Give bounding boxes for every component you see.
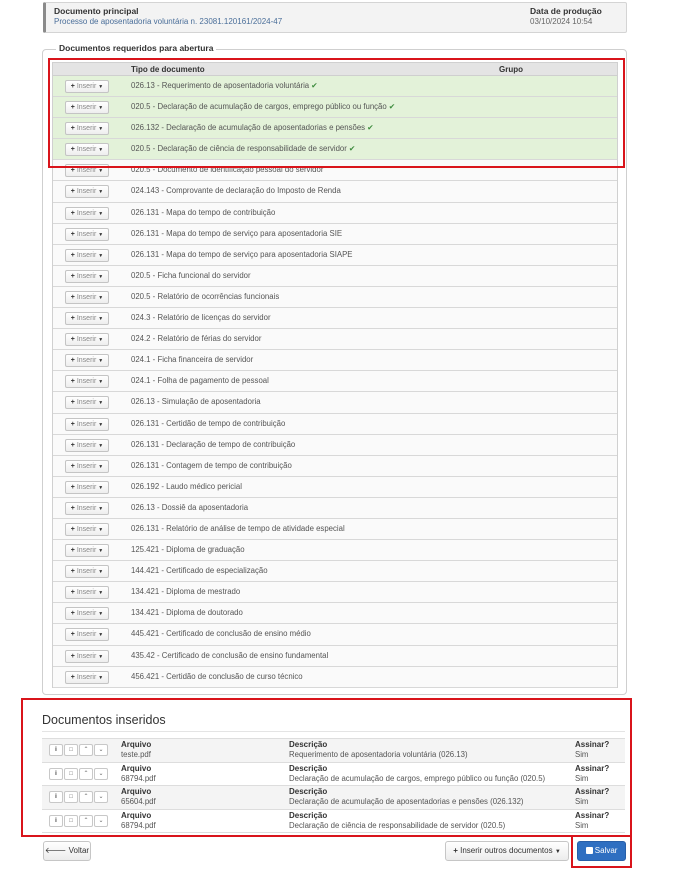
inserted-document-row <box>42 786 625 810</box>
document-type-label: 026.13 - Requerimento de aposentadoria voluntária <box>131 81 310 90</box>
insert-button-label: Inserir <box>76 167 97 175</box>
description-header: Descrição <box>289 787 328 796</box>
caret-down-icon: ▼ <box>98 379 104 386</box>
save-button-label: Salvar <box>594 846 618 855</box>
caret-down-icon: ▼ <box>98 210 104 217</box>
required-document-row <box>53 392 617 413</box>
insert-dropdown-button[interactable] <box>65 228 109 241</box>
insert-dropdown-button[interactable] <box>65 375 109 388</box>
caret-down-icon: ▼ <box>98 674 104 681</box>
document-type-label: 125.421 - Diploma de graduação <box>131 545 245 555</box>
required-document-row <box>53 582 617 603</box>
document-type-label: 445.421 - Certificado de conclusão de ensino médio <box>131 629 311 639</box>
col-group: Grupo <box>499 65 523 74</box>
insert-button-label: Inserir <box>76 441 97 449</box>
required-document-row <box>53 667 617 688</box>
document-type-label: 020.5 - Relatório de ocorrências funcionais <box>131 291 280 301</box>
insert-button-label: Inserir <box>76 568 97 576</box>
required-document-row <box>53 456 617 477</box>
move-up-icon[interactable]: ⌃ <box>79 768 93 780</box>
plus-icon: + <box>70 83 75 90</box>
file-header: Arquivo <box>121 787 152 796</box>
required-document-row <box>53 498 617 519</box>
plus-icon: + <box>70 146 75 154</box>
move-down-icon[interactable]: ⌄ <box>94 768 108 780</box>
insert-button-label: Inserir <box>76 83 97 90</box>
col-document-type: Tipo de documento <box>131 65 205 74</box>
required-document-row <box>53 308 617 329</box>
insert-button-label: Inserir <box>76 589 97 597</box>
plus-icon: + <box>70 525 75 533</box>
plus-icon: + <box>70 272 75 280</box>
required-document-row <box>53 477 617 498</box>
insert-dropdown-button[interactable] <box>65 418 109 431</box>
info-icon[interactable]: i <box>49 744 63 756</box>
sign-header: Assinar? <box>575 787 610 796</box>
plus-icon: + <box>70 167 75 175</box>
plus-icon: + <box>70 315 75 323</box>
trash-icon[interactable]: □ <box>64 791 78 803</box>
plus-icon: + <box>70 504 75 512</box>
main-document-panel <box>43 2 627 33</box>
plus-icon: + <box>70 336 75 344</box>
caret-down-icon: ▼ <box>98 442 104 449</box>
plus-icon: + <box>70 378 75 386</box>
plus-icon: + <box>70 230 75 238</box>
caret-down-icon: ▼ <box>98 653 104 660</box>
check-icon: ✔ <box>311 81 318 90</box>
document-type-label: 026.192 - Laudo médico pericial <box>131 481 242 491</box>
caret-down-icon: ▼ <box>98 294 104 301</box>
plus-icon: + <box>453 846 458 855</box>
file-header: Arquivo <box>121 810 152 820</box>
save-button[interactable] <box>577 841 626 861</box>
caret-down-icon: ▼ <box>98 421 104 428</box>
insert-dropdown-button[interactable] <box>65 291 109 304</box>
document-type-label: 144.421 - Certificado de especialização <box>131 566 268 576</box>
caret-down-icon: ▼ <box>98 168 104 175</box>
sign-header: Assinar? <box>575 810 610 820</box>
insert-button-label: Inserir <box>76 315 97 323</box>
inserted-divider <box>42 731 625 732</box>
info-icon[interactable]: i <box>49 815 63 827</box>
production-date-label: Data de produção <box>530 6 602 16</box>
info-icon[interactable]: i <box>49 791 63 803</box>
move-down-icon[interactable]: ⌄ <box>94 815 108 827</box>
document-type-label: 026.131 - Contagem de tempo de contribuição <box>131 460 292 470</box>
insert-dropdown-button[interactable] <box>65 586 109 599</box>
trash-icon[interactable]: □ <box>64 744 78 756</box>
required-documents-legend: Documentos requeridos para abertura <box>56 43 216 53</box>
inserted-document-row <box>42 739 625 763</box>
required-document-row <box>53 203 617 224</box>
required-document-row <box>53 287 617 308</box>
required-document-row <box>53 329 617 350</box>
document-type-label: 026.131 - Mapa do tempo de serviço para aposentadoria SIE <box>131 228 343 238</box>
insert-dropdown-button[interactable] <box>65 333 109 346</box>
plus-icon: + <box>70 251 75 259</box>
plus-icon: + <box>70 357 75 365</box>
sign-value: Sim <box>575 773 589 783</box>
insert-button-label: Inserir <box>76 251 97 259</box>
main-document-label: Documento principal <box>54 6 139 16</box>
required-document-row <box>53 224 617 245</box>
plus-icon: + <box>70 420 75 428</box>
sign-value: Sim <box>575 820 589 830</box>
insert-dropdown-button[interactable] <box>65 565 109 578</box>
trash-icon[interactable]: □ <box>64 815 78 827</box>
inserted-documents-title: Documentos inseridos <box>42 713 166 727</box>
description-header: Descrição <box>289 740 328 749</box>
highlight-completed-rows <box>48 58 625 168</box>
caret-down-icon: ▼ <box>98 231 104 238</box>
insert-dropdown-button[interactable] <box>65 185 109 198</box>
caret-down-icon: ▼ <box>554 849 561 855</box>
document-type-label: 020.5 - Declaração de acumulação de cargos, emprego público ou função <box>131 102 387 112</box>
caret-down-icon: ▼ <box>98 484 104 491</box>
caret-down-icon: ▼ <box>98 463 104 470</box>
check-icon: ✔ <box>348 144 356 154</box>
insert-button-label: Inserir <box>76 357 97 365</box>
arrow-left-icon: 🡐 <box>44 846 67 855</box>
insert-dropdown-button[interactable] <box>65 481 109 494</box>
caret-down-icon: ▼ <box>98 590 104 597</box>
insert-button-label: Inserir <box>76 631 97 639</box>
description-value: Requerimento de aposentadoria voluntária (026.13) <box>289 750 468 759</box>
insert-button-label: Inserir <box>76 378 97 386</box>
insert-button-label: Inserir <box>76 272 97 280</box>
insert-button-label: Inserir <box>76 336 97 344</box>
required-document-row <box>53 435 617 456</box>
insert-dropdown-button[interactable] <box>65 270 109 283</box>
caret-down-icon: ▼ <box>98 316 104 323</box>
document-type-label: 435.42 - Certificado de conclusão de ensino fundamental <box>131 650 329 660</box>
file-name: teste.pdf <box>121 750 151 759</box>
move-down-icon[interactable]: ⌄ <box>94 744 108 756</box>
inserted-document-row <box>42 763 625 787</box>
insert-button-label: Inserir <box>76 104 97 112</box>
caret-down-icon: ▼ <box>98 505 104 512</box>
info-icon[interactable]: i <box>49 768 63 780</box>
required-document-row <box>53 519 617 540</box>
trash-icon[interactable]: □ <box>64 768 78 780</box>
document-type-label: 024.3 - Relatório de licenças do servidor <box>131 313 271 323</box>
insert-button-label: Inserir <box>76 420 97 428</box>
document-type-label: 020.5 - Declaração de ciência de responsabilidade de servidor <box>131 144 347 154</box>
insert-dropdown-button[interactable] <box>65 249 109 262</box>
required-document-row <box>53 266 617 287</box>
document-type-label: 026.131 - Declaração de tempo de contribuição <box>131 439 296 449</box>
file-name: 68794.pdf <box>121 773 156 783</box>
plus-icon: + <box>70 547 75 555</box>
document-type-label: 024.2 - Relatório de férias do servidor <box>131 334 262 344</box>
document-type-label: 026.13 - Dossiê da aposentadoria <box>131 502 249 512</box>
required-document-row <box>53 624 617 645</box>
required-document-row <box>53 646 617 667</box>
caret-down-icon: ▼ <box>98 337 104 344</box>
insert-dropdown-button[interactable] <box>65 544 109 557</box>
insert-dropdown-button[interactable] <box>65 628 109 641</box>
plus-icon: + <box>70 293 75 301</box>
caret-down-icon: ▼ <box>98 358 104 365</box>
insert-dropdown-button[interactable] <box>65 396 109 409</box>
insert-dropdown-button[interactable] <box>65 671 109 684</box>
insert-button-label: Inserir <box>76 188 97 196</box>
check-icon: ✔ <box>388 102 396 112</box>
plus-icon: + <box>70 399 75 407</box>
file-name: 65604.pdf <box>121 797 156 806</box>
insert-dropdown-button[interactable] <box>65 439 109 452</box>
move-up-icon[interactable]: ⌃ <box>79 744 93 756</box>
file-header: Arquivo <box>121 740 152 749</box>
caret-down-icon: ▼ <box>98 273 104 280</box>
document-type-label: 020.5 - Ficha funcional do servidor <box>131 270 251 280</box>
description-header: Descrição <box>289 763 328 773</box>
plus-icon: + <box>70 483 75 491</box>
floppy-disk-icon <box>586 847 593 854</box>
production-date-value: 03/10/2024 10:54 <box>530 17 593 26</box>
sign-value: Sim <box>575 750 589 759</box>
insert-dropdown-button[interactable] <box>65 650 109 663</box>
insert-other-documents-button[interactable] <box>445 841 569 861</box>
plus-icon: + <box>70 462 75 470</box>
caret-down-icon: ▼ <box>98 189 104 196</box>
required-document-row <box>53 540 617 561</box>
document-type-label: 026.132 - Declaração de acumulação de aposentadorias e pensões <box>131 123 366 133</box>
insert-button-label: Inserir <box>76 547 97 555</box>
inserted-documents-table <box>42 738 625 833</box>
document-type-label: 026.131 - Relatório de análise de tempo de atividade especial <box>131 523 345 533</box>
required-document-row <box>53 181 617 202</box>
move-down-icon[interactable]: ⌄ <box>94 791 108 803</box>
file-name: 68794.pdf <box>121 820 156 830</box>
caret-down-icon: ▼ <box>98 126 104 133</box>
document-type-label: 026.131 - Certidão de tempo de contribuição <box>131 418 286 428</box>
description-value: Declaração de acumulação de aposentadorias e pensões (026.132) <box>289 797 524 806</box>
description-value: Declaração de ciência de responsabilidade de servidor (020.5) <box>289 820 506 830</box>
plus-icon: + <box>70 589 75 597</box>
description-value: Declaração de acumulação de cargos, emprego público ou função (020.5) <box>289 773 546 783</box>
insert-button-label: Inserir <box>76 125 97 133</box>
insert-button-label: Inserir <box>76 483 97 491</box>
plus-icon: + <box>70 188 75 196</box>
required-document-row <box>53 603 617 624</box>
caret-down-icon: ▼ <box>98 252 104 259</box>
document-type-label: 456.421 - Certidão de conclusão de curso técnico <box>131 671 303 681</box>
sign-header: Assinar? <box>575 740 610 749</box>
caret-down-icon: ▼ <box>98 400 104 407</box>
caret-down-icon: ▼ <box>98 84 104 90</box>
document-type-label: 026.131 - Mapa do tempo de contribuição <box>131 207 276 217</box>
required-document-row <box>53 371 617 392</box>
plus-icon: + <box>70 610 75 618</box>
back-button-label: Voltar <box>68 846 90 855</box>
document-type-label: 024.1 - Folha de pagamento de pessoal <box>131 376 269 386</box>
move-up-icon[interactable]: ⌃ <box>79 791 93 803</box>
document-type-label: 024.143 - Comprovante de declaração do Imposto de Renda <box>131 186 341 196</box>
document-type-label: 026.131 - Mapa do tempo de serviço para aposentadoria SIAPE <box>131 249 353 259</box>
insert-button-label: Inserir <box>76 146 97 154</box>
plus-icon: + <box>70 125 75 133</box>
insert-dropdown-button[interactable] <box>65 502 109 515</box>
insert-dropdown-button[interactable] <box>65 523 109 536</box>
required-document-row <box>53 350 617 371</box>
insert-dropdown-button[interactable] <box>65 312 109 325</box>
insert-other-documents-label: Inserir outros documentos <box>460 846 553 855</box>
insert-dropdown-button[interactable] <box>65 607 109 620</box>
insert-dropdown-button[interactable] <box>65 354 109 367</box>
check-icon: ✔ <box>367 123 374 133</box>
caret-down-icon: ▼ <box>98 105 104 112</box>
move-up-icon[interactable]: ⌃ <box>79 815 93 827</box>
insert-button-label: Inserir <box>76 230 97 238</box>
plus-icon: + <box>70 441 75 449</box>
required-document-row <box>53 245 617 266</box>
document-type-label: 134.421 - Diploma de mestrado <box>131 587 241 597</box>
insert-button-label: Inserir <box>76 610 97 618</box>
required-document-row <box>53 414 617 435</box>
plus-icon: + <box>70 568 75 576</box>
file-header: Arquivo <box>121 763 152 773</box>
insert-button-label: Inserir <box>76 504 97 512</box>
insert-button-label: Inserir <box>76 652 97 660</box>
caret-down-icon: ▼ <box>98 569 104 576</box>
plus-icon: + <box>70 652 75 660</box>
plus-icon: + <box>70 104 75 112</box>
main-document-link[interactable]: Processo de aposentadoria voluntária n. 23081.120161/2024-47 <box>54 17 283 26</box>
insert-button-label: Inserir <box>76 525 97 533</box>
document-type-label: 024.1 - Ficha financeira de servidor <box>131 355 254 365</box>
insert-button-label: Inserir <box>76 293 97 301</box>
back-button[interactable] <box>43 841 91 861</box>
caret-down-icon: ▼ <box>98 526 104 533</box>
insert-dropdown-button[interactable] <box>65 460 109 473</box>
required-document-row <box>53 561 617 582</box>
description-header: Descrição <box>289 810 328 820</box>
sign-value: Sim <box>575 797 589 806</box>
sign-header: Assinar? <box>575 763 610 773</box>
inserted-document-row <box>42 810 625 834</box>
insert-dropdown-button[interactable] <box>65 207 109 220</box>
document-type-label: 134.421 - Diploma de doutorado <box>131 608 243 618</box>
plus-icon: + <box>70 631 75 639</box>
insert-button-label: Inserir <box>76 399 97 407</box>
caret-down-icon: ▼ <box>98 548 104 555</box>
document-type-label: 020.5 - Documento de identificação pessoal do servidor <box>131 165 324 175</box>
plus-icon: + <box>70 209 75 217</box>
insert-button-label: Inserir <box>76 209 97 217</box>
plus-icon: + <box>70 673 75 681</box>
caret-down-icon: ▼ <box>98 611 104 618</box>
caret-down-icon: ▼ <box>98 147 104 154</box>
insert-button-label: Inserir <box>76 673 97 681</box>
document-type-label: 026.13 - Simulação de aposentadoria <box>131 397 261 407</box>
insert-button-label: Inserir <box>76 462 97 470</box>
caret-down-icon: ▼ <box>98 632 104 639</box>
